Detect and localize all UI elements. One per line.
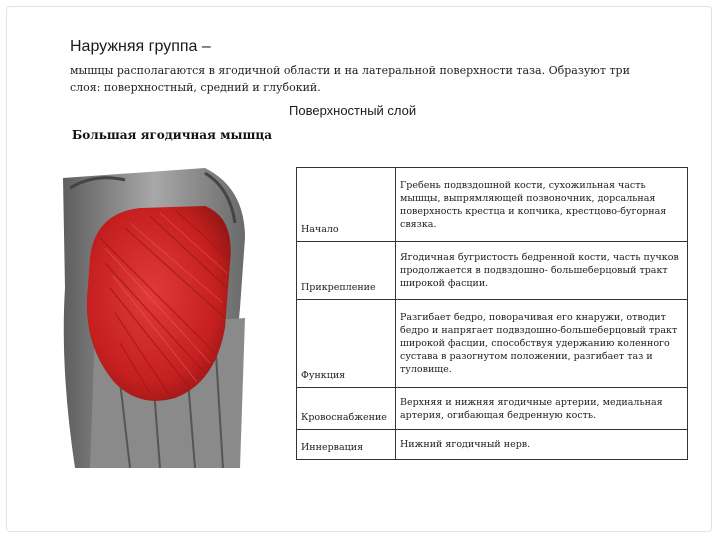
table-row bbox=[297, 388, 688, 430]
table-row bbox=[297, 242, 688, 300]
table-row bbox=[297, 430, 688, 460]
table-row bbox=[297, 300, 688, 388]
muscle-name: Большая ягодичная мышца bbox=[72, 128, 273, 142]
row-key-blood-supply: Кровоснабжение bbox=[297, 388, 396, 430]
gluteus-maximus-illustration bbox=[55, 168, 270, 468]
muscle-info-table bbox=[296, 167, 688, 460]
row-value-origin: Гребень подвздошной кости, сухожильная часть мышцы, выпрямляющей позвоночник, дорсальная поверхность крестца и копчика, крестцово-бугорная связка. bbox=[396, 168, 688, 242]
row-value-blood-supply: Верхняя и нижняя ягодичные артерии, медиальная артерия, огибающая бедренную кость. bbox=[396, 388, 688, 430]
layer-subtitle: Поверхностный слой bbox=[289, 103, 417, 118]
row-key-origin: Начало bbox=[297, 168, 396, 242]
slide-title: Наружняя группа – bbox=[70, 38, 211, 55]
row-key-insertion: Прикрепление bbox=[297, 242, 396, 300]
row-key-function: Функция bbox=[297, 300, 396, 388]
row-value-innervation: Нижний ягодичный нерв. bbox=[396, 430, 688, 460]
table-row bbox=[297, 168, 688, 242]
slide-intro: мышцы располагаются в ягодичной области и на латеральной поверхности таза. Образуют три слоя: поверхностный, средний и глубокий. bbox=[70, 64, 630, 94]
row-key-innervation: Иннервация bbox=[297, 430, 396, 460]
row-value-function: Разгибает бедро, поворачивая его кнаружи, отводит бедро и напрягает подвздошно-большеберцовый тракт широкой фасции, способствуя удержанию коленного сустава в разогнутом положении, разгибает таз и туловище. bbox=[396, 300, 688, 388]
row-value-insertion: Ягодичная бугристость бедренной кости, часть пучков продолжается в подвздошно- большеберцовый тракт широкой фасции. bbox=[396, 242, 688, 300]
